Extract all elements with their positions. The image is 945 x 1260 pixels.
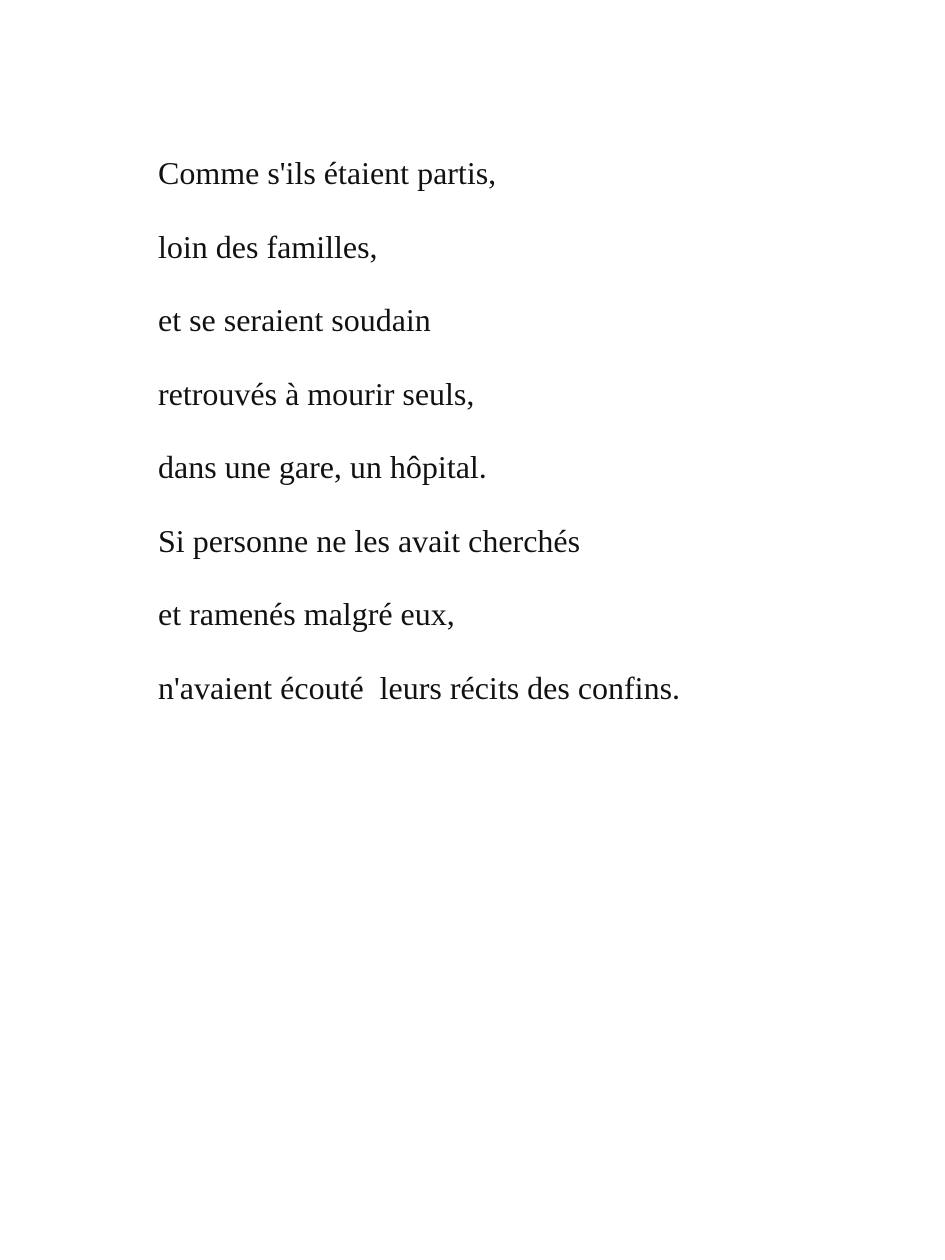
poem-line-2: loin des familles, bbox=[158, 228, 378, 265]
poem-line-6: Si personne ne les avait cherchés bbox=[158, 522, 581, 559]
poem-line-4: retrouvés à mourir seuls, bbox=[158, 375, 475, 412]
poem-line-3: et se seraient soudain bbox=[158, 302, 431, 338]
poem-stanza bbox=[158, 155, 680, 743]
poem-line-8: n'avaient écouté leurs récits des confins. bbox=[158, 669, 681, 706]
poem-line-1: Comme s'ils étaient partis, bbox=[158, 155, 497, 191]
poem-line-5: dans une gare, un hôpital. bbox=[158, 449, 487, 485]
poem-line-7: et ramenés malgré eux, bbox=[158, 596, 455, 632]
